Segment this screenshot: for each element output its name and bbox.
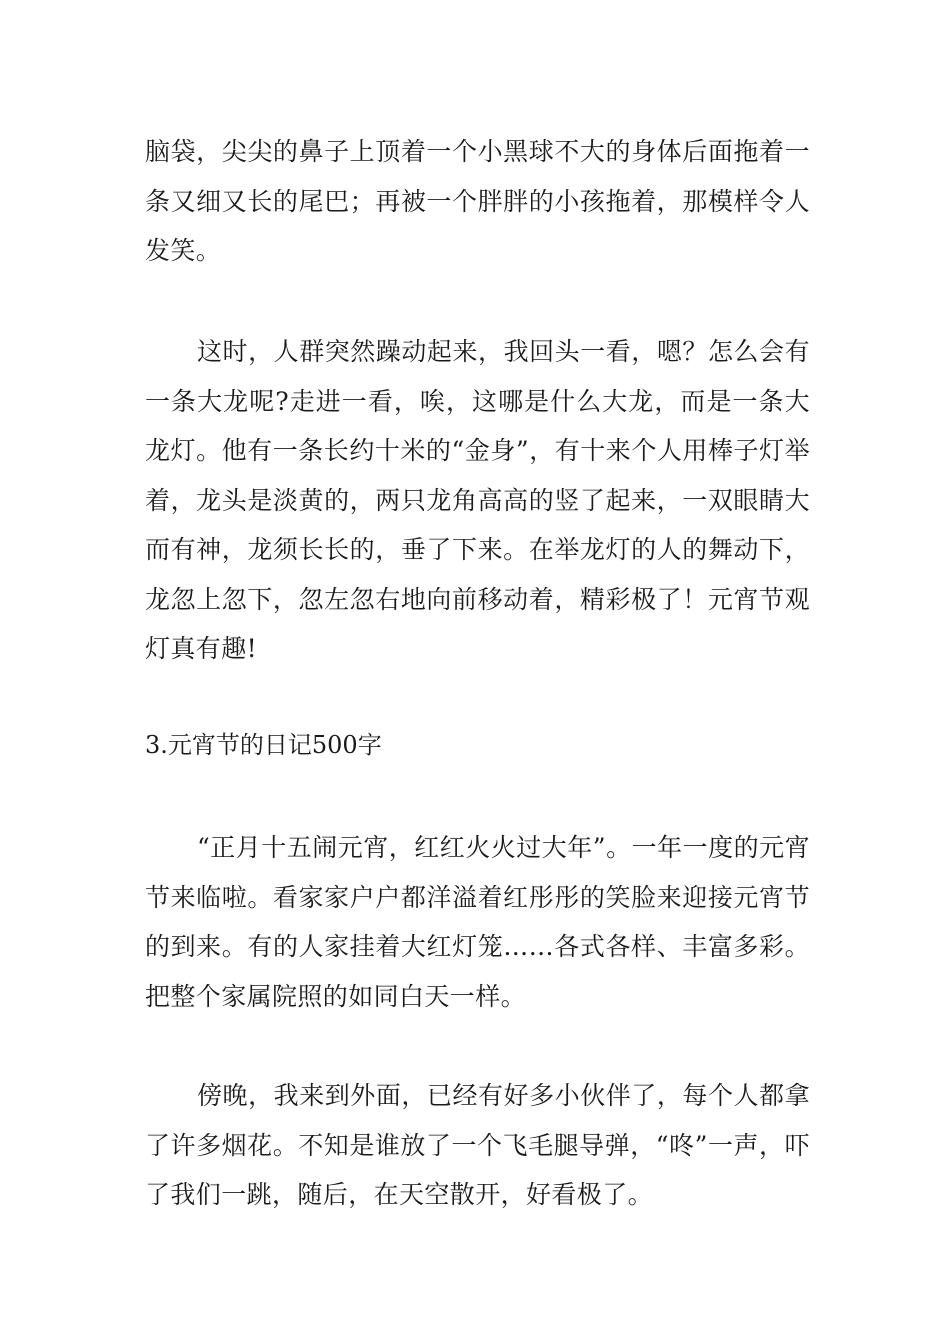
paragraph-lantern-festival: “正月十五闹元宵，红红火火过大年”。一年一度的元宵节来临啦。看家家户户都洋溢着红彤彤的笑脸来迎接元宵节的到来。有的人家挂着大红灯笼……各式各样、丰富多彩。把整个家属院照的如同白天一样。 [145,833,810,1011]
section-heading: 3.元宵节的日记500字 [145,731,382,759]
paragraph-fireworks: 傍晚，我来到外面，已经有好多小伙伴了，每个人都拿了许多烟花。不知是谁放了一个飞毛腿导弹，“咚”一声，吓了我们一跳，随后，在天空散开，好看极了。 [145,1081,810,1209]
paragraph-dragon-lantern: 这时，人群突然躁动起来，我回头一看，嗯？怎么会有一条大龙呢?走进一看，唉，这哪是什么大龙，而是一条大龙灯。他有一条长约十米的“金身”，有十来个人用棒子灯举着，龙头是淡黄的，两只龙角高高的竖了起来，一双眼睛大而有神，龙须长长的，垂了下来。在举龙灯的人的舞动下，龙忽上忽下，忽左忽右地向前移动着，精彩极了！元宵节观灯真有趣! [145,337,810,663]
paragraph-continuation: 脑袋，尖尖的鼻子上顶着一个小黑球不大的身体后面拖着一条又细又长的尾巴；再被一个胖胖的小孩拖着，那模样令人发笑。 [145,137,810,265]
